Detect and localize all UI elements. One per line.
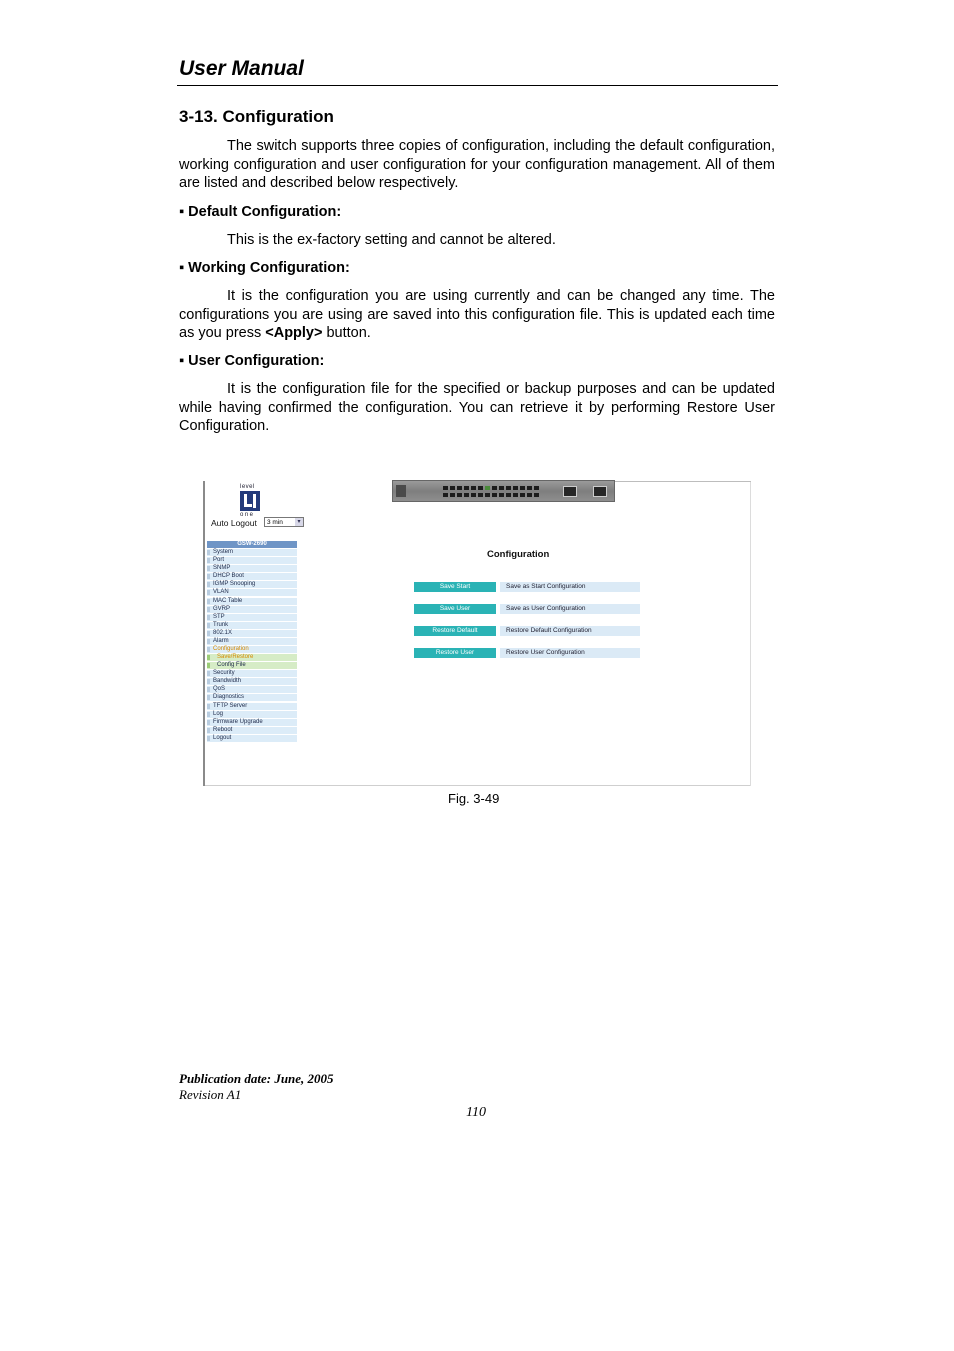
header-divider bbox=[177, 85, 778, 86]
config-page-title: Configuration bbox=[487, 549, 550, 560]
save-start-button[interactable]: Save Start bbox=[414, 582, 496, 592]
menu-item-8021x[interactable]: 802.1X bbox=[207, 630, 297, 637]
menu-item-port[interactable]: Port bbox=[207, 557, 297, 564]
switch-front-panel-image bbox=[392, 480, 615, 502]
default-config-text: This is the ex-factory setting and cannot be altered. bbox=[227, 232, 556, 248]
menu-item-qos[interactable]: QoS bbox=[207, 686, 297, 693]
figure-screenshot bbox=[203, 480, 751, 787]
figure-frame-top bbox=[615, 481, 751, 482]
restore-default-desc: Restore Default Configuration bbox=[500, 626, 640, 636]
figure-caption: Fig. 3-49 bbox=[448, 791, 500, 806]
config-row-restore-default bbox=[414, 626, 640, 637]
menu-item-alarm[interactable]: Alarm bbox=[207, 638, 297, 645]
menu-item-stp[interactable]: STP bbox=[207, 614, 297, 621]
switch-brand-icon bbox=[396, 485, 406, 497]
menu-item-trunk[interactable]: Trunk bbox=[207, 622, 297, 629]
figure-frame-right bbox=[750, 481, 751, 786]
menu-item-mac-table[interactable]: MAC Table bbox=[207, 598, 297, 605]
menu-item-igmp-snooping[interactable]: IGMP Snooping bbox=[207, 581, 297, 588]
chevron-down-icon: ▾ bbox=[295, 518, 303, 526]
logo-text-bottom: one bbox=[240, 512, 255, 518]
save-start-desc: Save as Start Configuration bbox=[500, 582, 640, 592]
config-row-save-start bbox=[414, 582, 640, 593]
working-config-text bbox=[179, 287, 775, 343]
revision: Revision A1 bbox=[179, 1087, 242, 1102]
header-title: User Manual bbox=[179, 57, 304, 80]
menu-item-log[interactable]: Log bbox=[207, 711, 297, 718]
menu-item-snmp[interactable]: SNMP bbox=[207, 565, 297, 572]
logo-mark-icon bbox=[240, 491, 260, 511]
menu-item-logout[interactable]: Logout bbox=[207, 735, 297, 742]
menu-item-system[interactable]: System bbox=[207, 549, 297, 556]
apply-keyword: <Apply> bbox=[265, 325, 323, 341]
menu-item-config-file[interactable]: Config File bbox=[207, 662, 297, 669]
restore-default-button[interactable]: Restore Default bbox=[414, 626, 496, 636]
menu-item-tftp-server[interactable]: TFTP Server bbox=[207, 703, 297, 710]
save-user-desc: Save as User Configuration bbox=[500, 604, 640, 614]
restore-user-button[interactable]: Restore User bbox=[414, 648, 496, 658]
menu-item-vlan[interactable]: VLAN bbox=[207, 589, 297, 596]
working-config-heading: ▪ Working Configuration: bbox=[179, 260, 350, 276]
user-config-heading: ▪ User Configuration: bbox=[179, 353, 325, 369]
auto-logout-select[interactable] bbox=[264, 517, 304, 527]
menu-item-security[interactable]: Security bbox=[207, 670, 297, 677]
working-config-text-b: button. bbox=[322, 325, 371, 341]
levelone-logo bbox=[238, 484, 262, 516]
save-user-button[interactable]: Save User bbox=[414, 604, 496, 614]
figure-frame bbox=[203, 481, 205, 786]
menu-item-firmware-upgrade[interactable]: Firmware Upgrade bbox=[207, 719, 297, 726]
menu-item-gvrp[interactable]: GVRP bbox=[207, 606, 297, 613]
restore-user-desc: Restore User Configuration bbox=[500, 648, 640, 658]
page-number: 110 bbox=[466, 1105, 486, 1120]
config-row-save-user bbox=[414, 604, 640, 615]
menu-item-reboot[interactable]: Reboot bbox=[207, 727, 297, 734]
logo-text-top: level bbox=[240, 484, 255, 490]
menu-item-save-restore[interactable]: Save/Restore bbox=[207, 654, 297, 661]
sidebar-menu bbox=[207, 541, 297, 742]
menu-item-diagnostics[interactable]: Diagnostics bbox=[207, 694, 297, 701]
intro-paragraph: The switch supports three copies of configuration, including the default configuration, working configuration and user configuration for your configuration management. All of them are listed and described below respectively. bbox=[179, 138, 775, 191]
figure-frame-bottom bbox=[205, 785, 751, 786]
menu-header: GSW-2690 bbox=[207, 541, 297, 548]
user-config-text: It is the configuration file for the specified or backup purposes and can be updated while having confirmed the configuration. You can retrieve it by performing Restore User Configuration. bbox=[179, 381, 775, 434]
config-row-restore-user bbox=[414, 648, 640, 659]
menu-item-configuration[interactable]: Configuration bbox=[207, 646, 297, 653]
section-title: 3-13. Configuration bbox=[179, 107, 334, 126]
auto-logout-label: Auto Logout bbox=[211, 518, 257, 528]
menu-item-dhcp-boot[interactable]: DHCP Boot bbox=[207, 573, 297, 580]
publication-date: Publication date: June, 2005 bbox=[179, 1071, 334, 1086]
default-config-heading: ▪ Default Configuration: bbox=[179, 204, 342, 220]
auto-logout-value: 3 min bbox=[267, 519, 283, 526]
menu-item-bandwidth[interactable]: Bandwidth bbox=[207, 678, 297, 685]
working-config-text-a: It is the configuration you are using currently and can be changed any time. The configurations you are using are saved into this configuration file. This is updated each time as you press bbox=[179, 288, 775, 341]
